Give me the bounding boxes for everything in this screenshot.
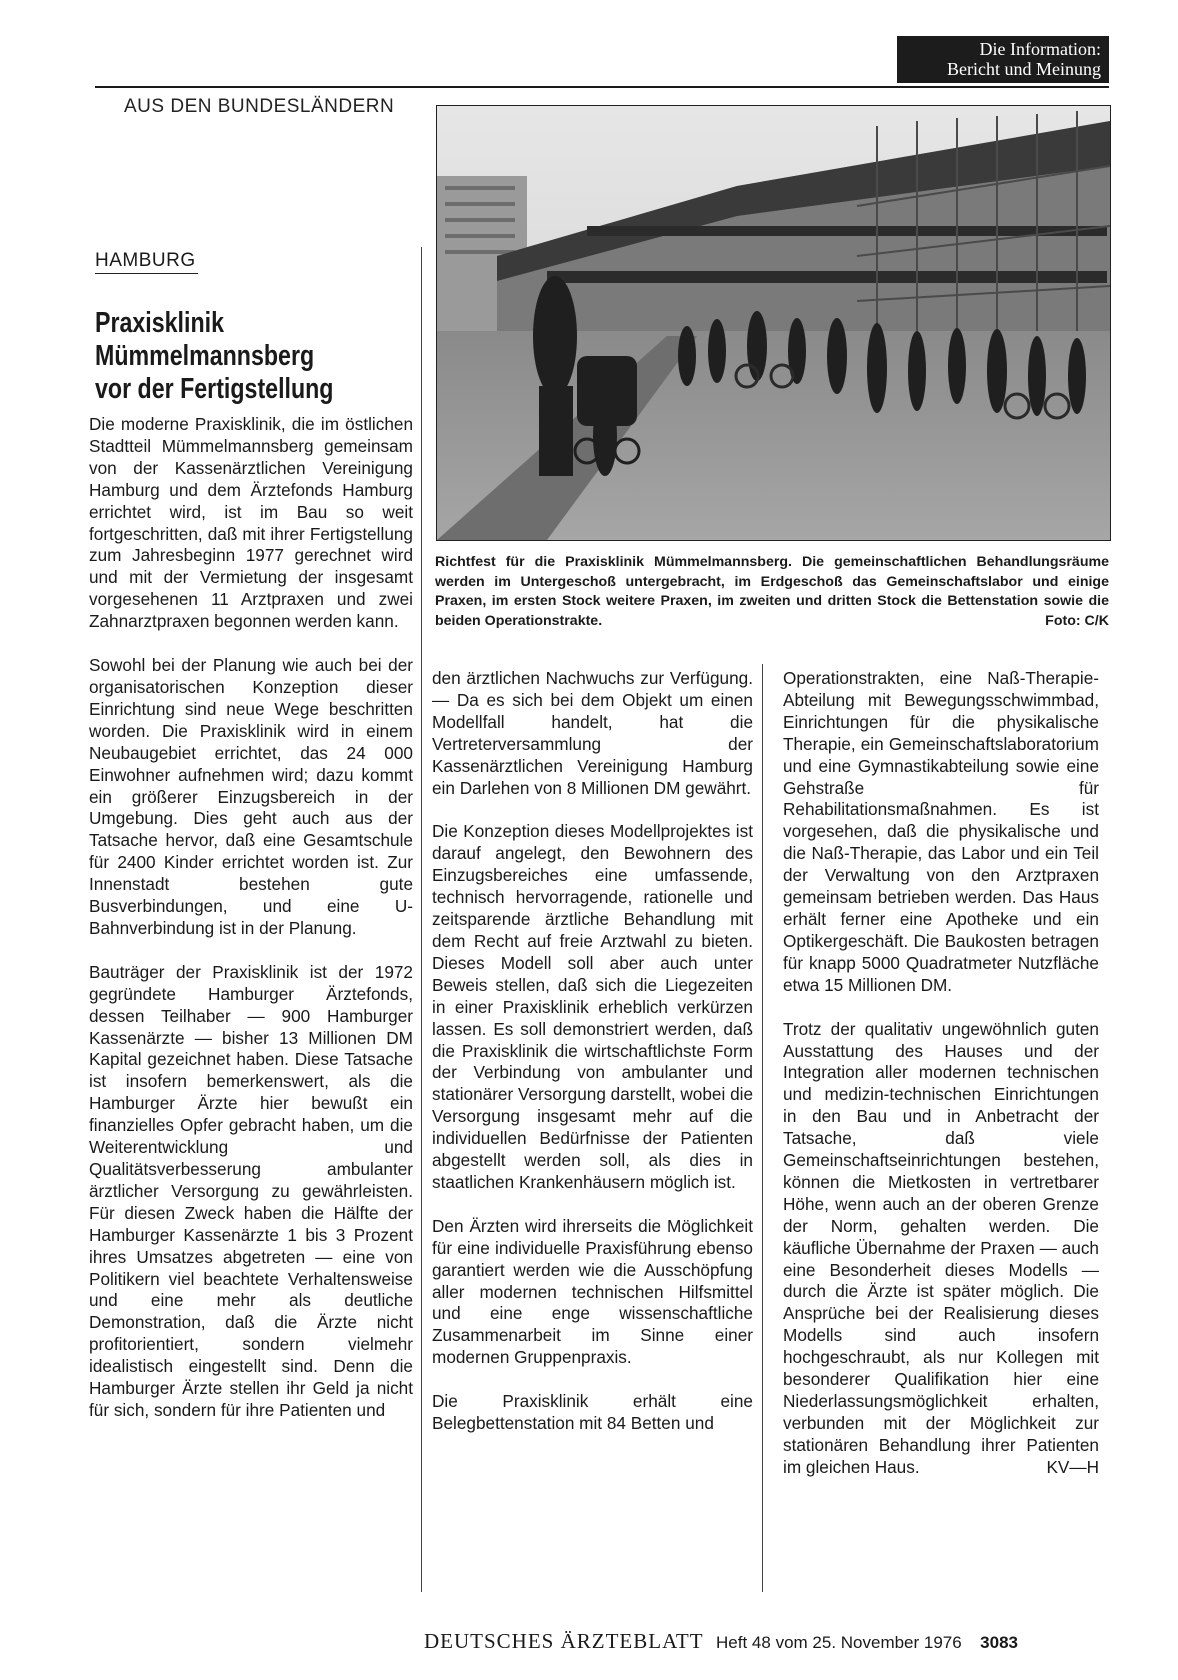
region-label: HAMBURG (95, 250, 196, 271)
headline-line: vor der Fertigstellung (95, 373, 334, 405)
column-2 (432, 668, 753, 1457)
page-number: 3083 (980, 1633, 1018, 1652)
paragraph: Die moderne Praxisklinik, die im östlichen Stadtteil Mümmelmannsberg gemeinsam von der Kassenärztlichen Vereinigung Hamburg und dem Ärztefonds Hamburg errichtet wird, ist im Bau so weit fortgeschritten, daß mit ihrer Fertigstellung zum Jahresbeginn 1977 gerechnet wird und mit der Vermietung der insgesamt vorgesehenen 11 Arztpraxen und zwei Zahnarztpraxen begonnen werden kann. (89, 414, 413, 632)
column-rule-2 (762, 664, 763, 1592)
headline-line: Mümmelmannsberg (95, 340, 315, 372)
paragraph: Die Praxisklinik erhält eine Belegbettenstation mit 84 Betten und (432, 1391, 753, 1434)
author-signature: KV—H (1046, 1456, 1099, 1477)
paragraph: Operationstrakten, eine Naß-Therapie-Abteilung mit Bewegungsschwimmbad, Einrichtungen für die physikalische Therapie, ein Gemeinschaftslaboratorium und eine Gymnastikabteilung sowie eine Gehstraße für Rehabilitationsmaßnahmen. Es ist vorgesehen, daß die physikalische und die Naß-Therapie, das Labor und ein Teil der Verwaltung von den Arztpraxen gemeinsam betrieben werden. Das Haus erhält ferner eine Apotheke und ein Optikergeschäft. Die Baukosten betragen für knapp 5000 Quadratmeter Nutzfläche etwa 15 Millionen DM. (783, 668, 1099, 995)
photo-caption-text: Richtfest für die Praxisklinik Mümmelmannsberg. Die gemeinschaftlichen Behandlungsräume werden im Untergeschoß untergebracht, im Erdgeschoß das Gemeinschaftslabor und einige Praxen, im ersten Stock weitere Praxen, im zweiten und dritten Stock die Bettenstation sowie die beiden Operationstrakte. (435, 554, 1109, 629)
issue-info: Heft 48 vom 25. November 1976 (716, 1633, 962, 1652)
paragraph-text: Trotz der qualitativ ungewöhnlich guten Ausstattung des Hauses und der Integration aller modernen technischen und medizin-technischen Einrichtungen in den Bau und in Anbetracht der Tatsache, daß viele Gemeinschaftseinrichtungen bestehen, können die Mietkosten in vertretbarer Höhe, wenn auch an der oberen Grenze der Norm, gehalten werden. Die käufliche Übernahme der Praxen — auch eine Besonderheit dieses Modells — durch die Ärzte ist später möglich. Die Ansprüche bei der Realisierung dieses Modells sind auch insofern hochgeschraubt, als nur Kollegen mit besonderer Qualifikation hier eine Niederlassungsmöglichkeit erhalten, verbunden mit der Möglichkeit zur stationären Behandlung ihrer Patienten im gleichen Haus. (783, 1018, 1099, 1477)
column-rule-1 (421, 247, 422, 1592)
column-3 (783, 668, 1099, 1501)
paragraph: Sowohl bei der Planung wie auch bei der organisatorischen Konzeption dieser Einrichtung sind neue Wege beschritten worden. Die Praxisklinik wird in einem Neubaugebiet errichtet, das 24 000 Einwohner aufnehmen wird; dazu kommt ein größerer Einzugsbereich in der Umgebung. Dies geht auch aus der Tatsache hervor, daß eine Gesamtschule für 2400 Kinder errichtet worden ist. Zur Innenstadt bestehen gute Busverbindungen, und eine U-Bahnverbindung ist in der Planung. (89, 655, 413, 938)
paragraph (783, 1019, 1099, 1479)
photo-credit: Foto: C/K (1045, 612, 1109, 629)
column-1 (89, 414, 413, 1444)
construction-photo (436, 105, 1111, 541)
headline-line: Praxisklinik (95, 307, 224, 339)
paragraph: Die Konzeption dieses Modellprojektes ist darauf angelegt, den Bewohnern des Einzugsbereiches eine umfassende, technisch hervorragende, rationelle und zeitsparende ärztliche Behandlung mit dem Recht auf freie Arztwahl zu bieten. Dieses Modell soll aber auch unter Beweis stellen, daß sich die Liegezeiten in einer Praxisklinik erheblich verkürzen lassen. Es soll demonstriert werden, daß die Praxisklinik die wirtschaftlichste Form der Verbindung von ambulanter und stationärer Versorgung darstellt, wobei die Versorgung insgesamt mehr auf die individuellen Bedürfnisse der Patienten abgestellt werden soll, als dies in staatlichen Krankenhäusern möglich ist. (432, 821, 754, 1192)
headline (95, 307, 351, 406)
construction-photo-image (437, 106, 1110, 540)
header-rule (95, 86, 1109, 88)
section-label: AUS DEN BUNDESLÄNDERN (124, 96, 395, 117)
paragraph: Den Ärzten wird ihrerseits die Möglichkeit für eine individuelle Praxisführung ebenso garantiert werden wie die Ausschöpfung aller modernen technischen Hilfsmittel und eine enge wissenschaftliche Zusammenarbeit im Sinne einer modernen Gruppenpraxis. (432, 1215, 753, 1368)
page-footer (424, 1629, 1018, 1654)
photo-caption (435, 553, 1109, 631)
journal-name: DEUTSCHES ÄRZTEBLATT (424, 1629, 704, 1653)
region-rule (95, 273, 198, 274)
header-box-line2: Bericht und Meinung (947, 59, 1101, 79)
paragraph: den ärztlichen Nachwuchs zur Verfügung. — Da es sich bei dem Objekt um einen Modellfall handelt, hat die Vertreterversammlung der Kassenärztlichen Vereinigung Hamburg ein Darlehen von 8 Millionen DM gewährt. (432, 668, 753, 798)
header-box (897, 36, 1109, 83)
paragraph: Bauträger der Praxisklinik ist der 1972 gegründete Hamburger Ärztefonds, dessen Teilhaber — 900 Hamburger Kassenärzte — bisher 13 Millionen DM Kapital gezeichnet haben. Diese Tatsache ist insofern bemerkenswert, als die Hamburger Ärzte hier bewußt ein finanzielles Opfer gebracht haben, um die Weiterentwicklung und Qualitätsverbesserung ambulanter ärztlicher Versorgung zu gewährleisten. Für diesen Zweck haben die Hälfte der Hamburger Kassenärzte 1 bis 3 Prozent ihres Umsatzes abgetreten — eine von Politikern viel beachtete Verhaltensweise und eine mehr als deutliche Demonstration, daß die Ärzte nicht profitorientiert, sondern vielmehr idealistisch eingestellt sind. Denn die Hamburger Ärzte stellen ihr Geld ja nicht für sich, sondern für ihre Patienten und (89, 961, 413, 1420)
header-box-line1: Die Information: (979, 39, 1101, 59)
